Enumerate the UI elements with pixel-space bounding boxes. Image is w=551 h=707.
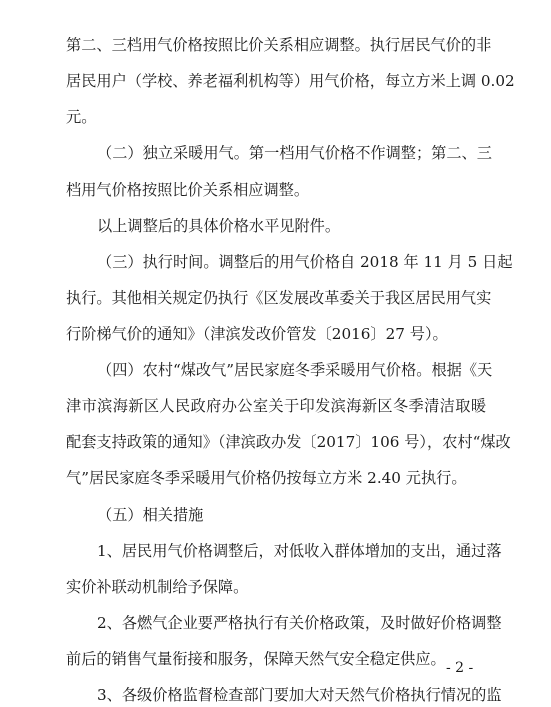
text-line: 1、居民用气价格调整后，对低收入群体增加的支出，通过落 <box>97 542 502 560</box>
text-line: 前后的销售气量衔接和服务，保障天然气安全稳定供应。 <box>66 650 446 668</box>
text-line: 津市滨海新区人民政府办公室关于印发滨海新区冬季清洁取暖 <box>66 397 486 415</box>
text-line: （三）执行时间。调整后的用气价格自 2018 年 11 月 5 日起 <box>97 253 513 271</box>
text-line: （二）独立采暖用气。第一档用气价格不作调整；第二、三 <box>97 144 492 162</box>
text-line: 居民用户（学校、养老福利机构等）用气价格，每立方米上调 0.02 <box>66 72 515 90</box>
text-line: 以上调整后的具体价格水平见附件。 <box>97 217 340 235</box>
page-number: - 2 - <box>446 660 474 676</box>
text-line: 档用气价格按照比价关系相应调整。 <box>66 181 309 199</box>
text-line: 配套支持政策的通知》（津滨政办发〔2017〕106 号），农村“煤改 <box>66 433 511 451</box>
text-line: 气”居民家庭冬季采暖用气价格仍按每立方米 2.40 元执行。 <box>66 469 467 487</box>
section-heading: （五）相关措施 <box>97 506 204 524</box>
text-line: 2、各燃气企业要严格执行有关价格政策，及时做好价格调整 <box>97 614 502 632</box>
text-line: 执行。其他相关规定仍执行《区发展改革委关于我区居民用气实 <box>66 289 492 307</box>
text-line: 第二、三档用气价格按照比价关系相应调整。执行居民气价的非 <box>66 36 492 54</box>
text-line: 行阶梯气价的通知》（津滨发改价管发〔2016〕27 号）。 <box>66 325 448 343</box>
text-line: 实价补联动机制给予保障。 <box>66 578 249 596</box>
text-line: 3、各级价格监督检查部门要加大对天然气价格执行情况的监 <box>97 686 502 704</box>
text-line: （四）农村“煤改气”居民家庭冬季采暖用气价格。根据《天 <box>97 361 493 379</box>
text-line: 元。 <box>66 108 97 126</box>
